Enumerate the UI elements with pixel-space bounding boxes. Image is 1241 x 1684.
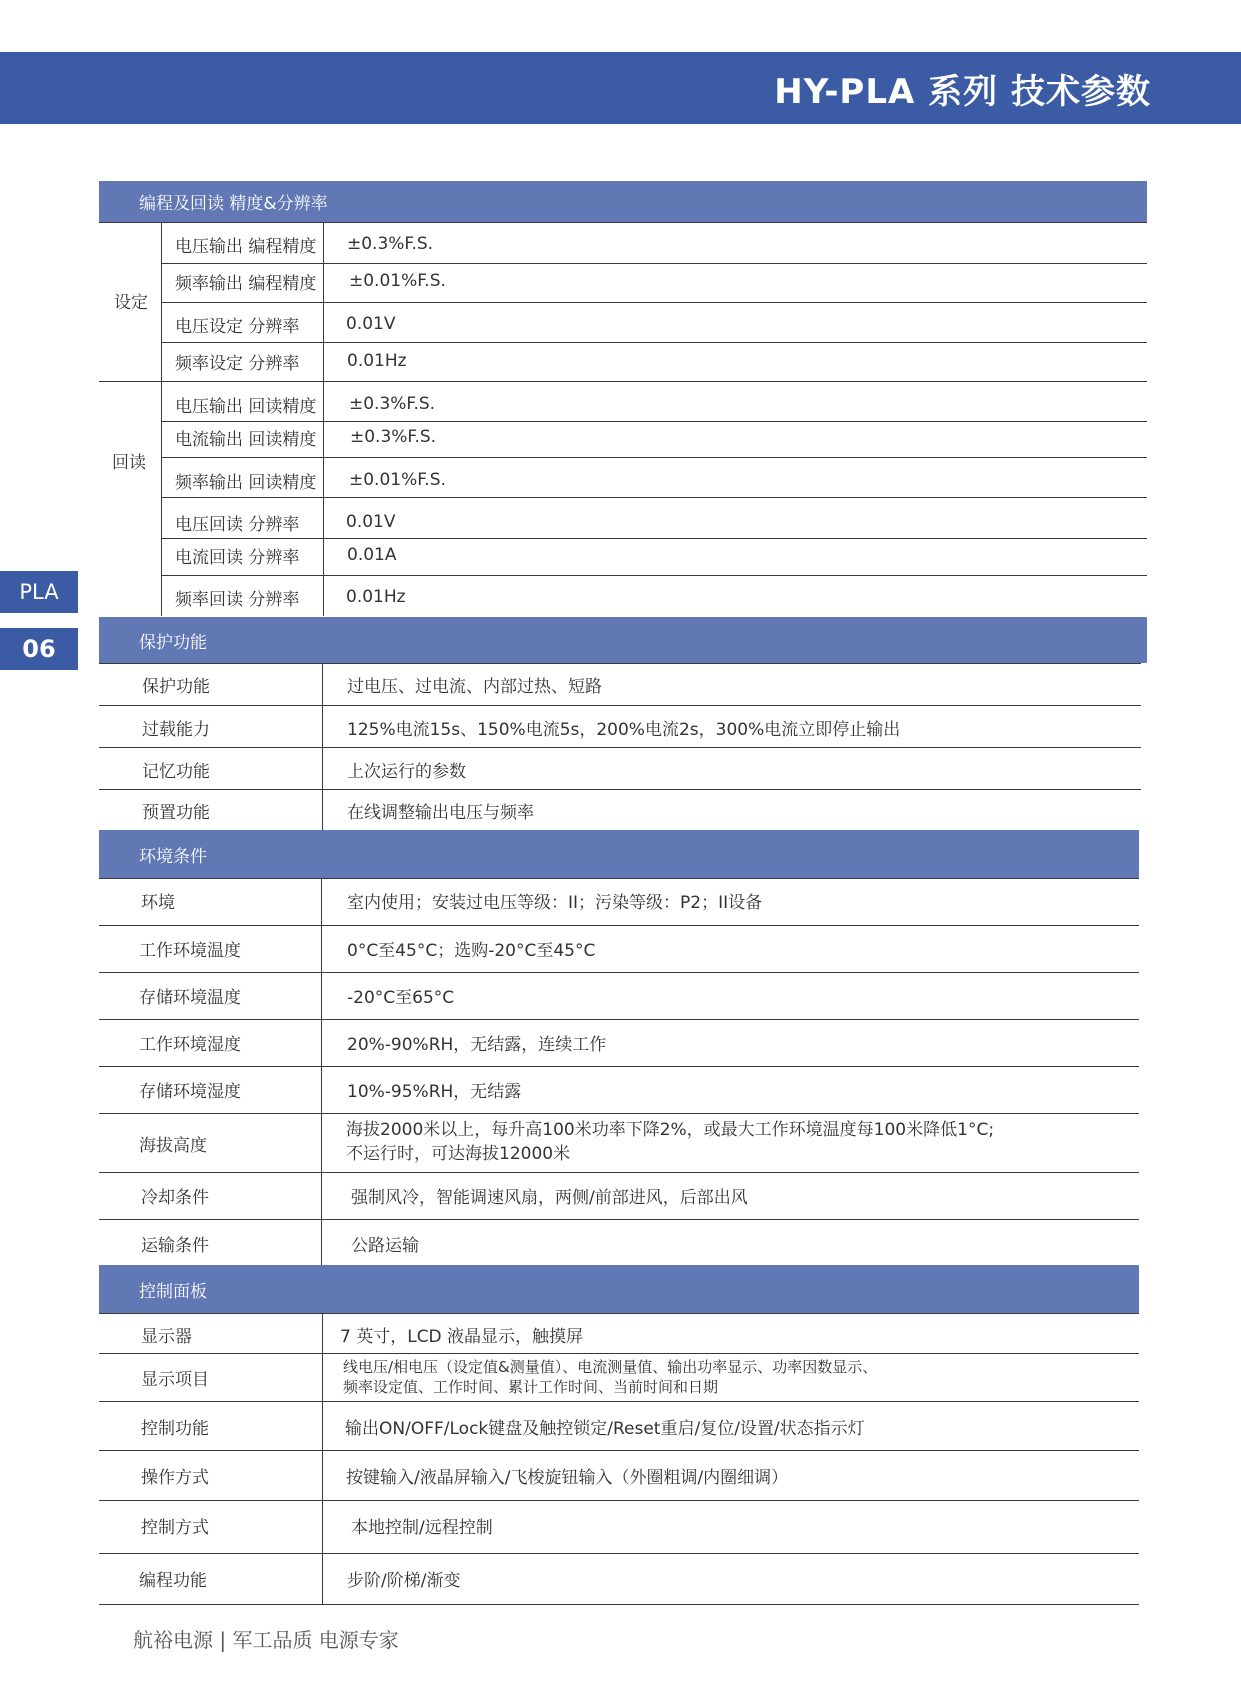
divider	[99, 925, 1139, 926]
divider	[99, 747, 1141, 748]
spec-label: 记忆功能	[142, 761, 210, 782]
divider	[99, 1172, 1139, 1173]
spec-value: 室内使用；安装过电压等级：II；污染等级：P2；II设备	[347, 892, 763, 913]
page-header	[0, 52, 1241, 124]
spec-value: 按键输入/液晶屏输入/飞梭旋钮输入（外圈粗调/内圈细调）	[346, 1467, 789, 1488]
spec-value: 7 英寸，LCD 液晶显示，触摸屏	[340, 1326, 584, 1347]
divider	[99, 789, 1141, 790]
series-tab: PLA	[0, 571, 78, 613]
spec-label: 频率回读 分辨率	[175, 589, 300, 610]
spec-value: 步阶/阶梯/渐变	[347, 1570, 461, 1591]
divider	[99, 1500, 1139, 1501]
spec-value	[343, 1357, 877, 1397]
divider	[161, 575, 1147, 576]
page-title: HY-PLA 系列 技术参数	[774, 72, 1151, 112]
spec-label: 频率设定 分辨率	[175, 353, 300, 374]
spec-value: 0.01V	[346, 512, 396, 532]
spec-label: 电压回读 分辨率	[175, 514, 300, 535]
footer-tagline: 航裕电源 | 军工品质 电源专家	[133, 1628, 399, 1652]
spec-value: 过电压、过电流、内部过热、短路	[347, 676, 602, 697]
spec-label: 海拔高度	[139, 1135, 207, 1156]
spec-label: 运输条件	[141, 1235, 209, 1256]
divider	[99, 1019, 1139, 1020]
divider	[99, 663, 1141, 664]
spec-label: 保护功能	[142, 676, 210, 697]
spec-value: ±0.3%F.S.	[349, 394, 436, 414]
spec-value: 公路运输	[351, 1235, 419, 1256]
spec-label: 编程功能	[139, 1570, 207, 1591]
spec-value: 125%电流15s、150%电流5s，200%电流2s，300%电流立即停止输出	[347, 719, 901, 740]
spec-label: 频率输出 回读精度	[175, 472, 317, 493]
divider	[321, 878, 322, 1265]
spec-value	[346, 1118, 994, 1166]
divider	[99, 1553, 1139, 1554]
divider	[99, 1066, 1139, 1067]
spec-value: 在线调整输出电压与频率	[347, 802, 534, 823]
divider	[161, 497, 1147, 498]
spec-label: 频率输出 编程精度	[175, 273, 317, 294]
divider	[99, 972, 1139, 973]
spec-value: 20%-90%RH，无结露，连续工作	[347, 1034, 607, 1055]
spec-value: 0.01Hz	[347, 351, 407, 371]
divider	[99, 878, 1139, 879]
spec-label: 操作方式	[141, 1467, 209, 1488]
divider	[99, 705, 1141, 706]
spec-value: 输出ON/OFF/Lock键盘及触控锁定/Reset重启/复位/设置/状态指示灯	[345, 1418, 865, 1439]
section-header-protection: 保护功能	[99, 617, 1147, 663]
divider	[99, 1604, 1139, 1605]
divider	[161, 457, 1147, 458]
spec-value: 上次运行的参数	[347, 761, 466, 782]
spec-label: 存储环境温度	[139, 987, 241, 1008]
divider	[99, 222, 1147, 223]
spec-value: ±0.01%F.S.	[349, 470, 446, 490]
spec-value: ±0.3%F.S.	[350, 427, 437, 447]
spec-label: 环境	[141, 892, 175, 913]
divider	[161, 263, 1147, 264]
spec-value-line: 线电压/相电压（设定值&测量值）、电流测量值、输出功率显示、功率因数显示、	[343, 1358, 878, 1376]
spec-label: 工作环境湿度	[139, 1034, 241, 1055]
spec-label: 控制功能	[141, 1418, 209, 1439]
section-header-programming: 编程及回读 精度&分辨率	[99, 181, 1147, 222]
spec-value: 0.01Hz	[346, 587, 406, 607]
divider	[161, 302, 1147, 303]
spec-value: 0.01V	[346, 314, 396, 334]
spec-label: 电流回读 分辨率	[175, 547, 300, 568]
spec-label: 过载能力	[142, 719, 210, 740]
spec-value-line: 频率设定值、工作时间、累计工作时间、当前时间和日期	[343, 1378, 719, 1396]
page-number: 06	[0, 628, 78, 670]
spec-label: 控制方式	[141, 1517, 209, 1538]
spec-label: 冷却条件	[141, 1187, 209, 1208]
spec-value: 0.01A	[347, 545, 397, 565]
spec-value: ±0.01%F.S.	[349, 271, 446, 291]
divider	[161, 342, 1147, 343]
divider	[99, 381, 1147, 382]
spec-label: 电流输出 回读精度	[175, 429, 317, 450]
group-label-readback: 回读	[112, 453, 146, 473]
divider	[99, 1219, 1139, 1220]
divider	[99, 1313, 1139, 1314]
spec-label: 电压输出 编程精度	[175, 236, 317, 257]
section-header-control: 控制面板	[99, 1265, 1139, 1313]
divider	[161, 538, 1147, 539]
divider	[322, 1313, 323, 1604]
spec-label: 显示项目	[141, 1369, 209, 1390]
spec-label: 显示器	[141, 1326, 192, 1347]
spec-value: ±0.3%F.S.	[347, 234, 434, 254]
spec-value: 10%-95%RH，无结露	[347, 1081, 522, 1102]
section-header-environment: 环境条件	[99, 830, 1139, 878]
spec-value: 强制风冷，智能调速风扇，两侧/前部进风，后部出风	[351, 1187, 748, 1208]
spec-value: -20°C至65°C	[347, 987, 455, 1008]
divider	[99, 1353, 1139, 1354]
spec-label: 预置功能	[142, 802, 210, 823]
spec-label: 电压输出 回读精度	[175, 396, 317, 417]
divider	[161, 222, 162, 616]
group-label-setting: 设定	[114, 293, 148, 313]
spec-label: 存储环境湿度	[139, 1081, 241, 1102]
divider	[99, 1450, 1139, 1451]
spec-value: 本地控制/远程控制	[351, 1517, 493, 1538]
divider	[99, 1113, 1139, 1114]
spec-value: 0°C至45°C；选购-20°C至45°C	[347, 940, 596, 961]
spec-label: 电压设定 分辨率	[175, 316, 300, 337]
spec-value-line: 海拔2000米以上，每升高100米功率下降2%，或最大工作环境温度每100米降低1°C;	[346, 1120, 995, 1140]
spec-value-line: 不运行时，可达海拔12000米	[346, 1144, 571, 1164]
divider	[99, 1401, 1139, 1402]
spec-label: 工作环境温度	[139, 940, 241, 961]
divider	[323, 222, 324, 616]
